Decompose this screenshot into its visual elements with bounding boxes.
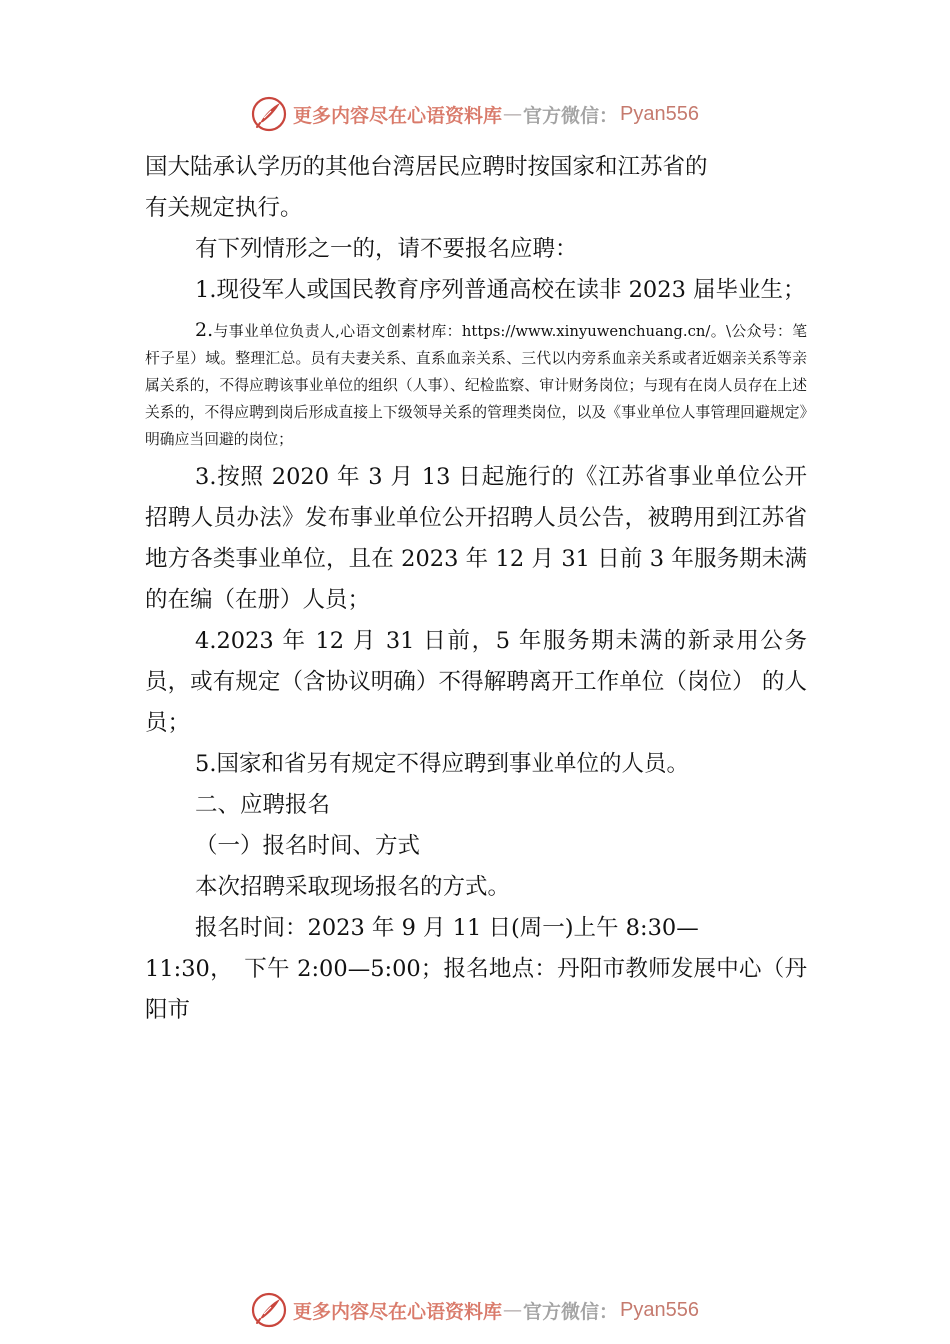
watermark-inner-bottom xyxy=(251,1292,699,1328)
quill-logo-icon xyxy=(251,96,287,132)
paragraph-exclusion-2 xyxy=(145,317,807,453)
paragraph-exclusion-5: 5.国家和省另有规定不得应聘到事业单位的人员。 xyxy=(195,751,689,777)
exclusion-2-number: 2. xyxy=(195,319,214,341)
paragraph-exclusion-4: 4.2023 年 12 月 31 日前，5 年服务期未满的新录用公务员，或有规定（含协议明确）不得解聘离开工作单位（岗位） 的人员； xyxy=(145,628,807,736)
watermark-inner xyxy=(251,96,699,132)
watermark-wechat-label: 官方微信： xyxy=(523,1300,619,1323)
watermark-dash: — xyxy=(503,103,523,125)
header-watermark xyxy=(0,94,950,134)
watermark-wechat-id: Pyan556 xyxy=(620,1298,699,1321)
watermark-site: 更多内容尽在心语资料库 xyxy=(293,104,503,127)
paragraph-exclusion-3: 3.按照 2020 年 3 月 13 日起施行的《江苏省事业单位公开招聘人员办法》发布事业单位公开招聘人员公告，被聘用到江苏省地方各类事业单位，且在 2023 年 12 月 31 日前 3 年服务期未满的在编（在册）人员； xyxy=(145,464,807,613)
watermark-dash: — xyxy=(503,1299,523,1321)
document-body xyxy=(145,147,807,1031)
watermark-wechat-label: 官方微信： xyxy=(523,104,619,127)
exclusion-2-text: 与事业单位负责人,心语文创素材库：https://www.xinyuwenchuang.cn/。\公众号：笔杆子星）域。整理汇总。员有夫妻关系、直系血亲关系、三代以内旁系血亲关系或者近姻亲关系等亲属关系的，不得应聘该事业单位的组织（人事）、纪检监察、审计财务岗位；与现有在岗人员存在上述关系的，不得应聘到岗后形成直接上下级领导关系的管理类岗位，以及《事业单位人事管理回避规定》明确应当回避的岗位； xyxy=(145,323,807,448)
paragraph-exclusion-1: 1.现役军人或国民教育序列普通高校在读非 2023 届毕业生； xyxy=(195,277,806,303)
paragraph-registration-method: 本次招聘采取现场报名的方式。 xyxy=(195,874,511,900)
footer-watermark xyxy=(0,1290,950,1330)
paragraph-eligibility-end-2: 有关规定执行。 xyxy=(145,195,303,221)
paragraph-eligibility-end: 国大陆承认学历的其他台湾居民应聘时按国家和江苏省的 xyxy=(145,154,708,180)
paragraph-registration-time: 报名时间：2023 年 9 月 11 日(周一)上午 8:30— xyxy=(195,915,699,941)
watermark-site: 更多内容尽在心语资料库 xyxy=(293,1300,503,1323)
paragraph-exclusions-intro: 有下列情形之一的，请不要报名应聘： xyxy=(195,236,578,262)
watermark-wechat-id: Pyan556 xyxy=(620,102,699,125)
section-heading-registration: 二、应聘报名 xyxy=(195,792,331,818)
subsection-heading-time-method: （一）报名时间、方式 xyxy=(195,833,421,859)
paragraph-registration-place: 11:30， 下午 2:00—5:00；报名地点：丹阳市教师发展中心（丹阳市 xyxy=(145,956,807,1023)
quill-logo-icon xyxy=(251,1292,287,1328)
